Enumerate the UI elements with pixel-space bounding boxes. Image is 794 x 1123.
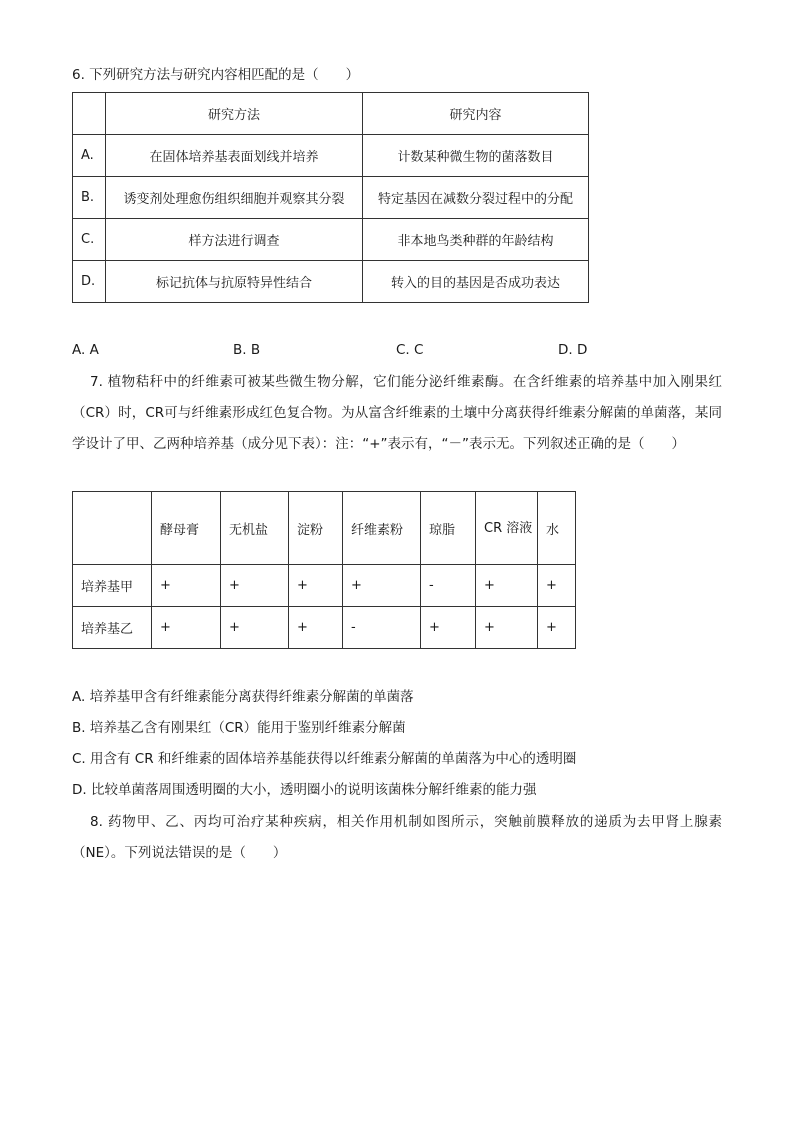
table-cell: 样方法进行调查 [106,219,363,261]
table-cell: - [421,565,476,607]
table-cell: 培养基甲 [73,565,152,607]
table-cell: + [221,607,289,649]
table-row [73,565,576,607]
table-cell: B. [73,177,106,219]
table-cell [73,492,152,565]
option-b[interactable]: B. B [233,342,261,358]
option-c[interactable]: C. C [396,342,424,358]
q7-stem: 7. 植物秸秆中的纤维素可被某些微生物分解，它们能分泌纤维素酶。在含纤维素的培养基中加入刚果红（CR）时，CR可与纤维素形成红色复合物。为从富含纤维素的土壤中分离获得纤维素分解菌的单菌落，某同学设计了甲、乙两种培养基（成分见下表）：注：“+”表示有，“－”表示无。下列叙述正确的是（ ） [72,374,722,452]
table-row [73,135,589,177]
table-cell: 计数某种微生物的菌落数目 [363,135,589,177]
table-cell: 转入的目的基因是否成功表达 [363,261,589,303]
table-cell: D. [73,261,106,303]
table-cell: + [538,607,576,649]
q6-stem: 6. 下列研究方法与研究内容相匹配的是（ ） [72,67,360,83]
q6-options [72,342,672,360]
q7-option-a[interactable]: A. 培养基甲含有纤维素能分离获得纤维素分解菌的单菌落 [72,689,414,705]
table-cell: + [538,565,576,607]
option-d[interactable]: D. D [558,342,588,358]
table-cell: 诱变剂处理愈伤组织细胞并观察其分裂 [106,177,363,219]
table-header-cell: 研究方法 [106,93,363,135]
table-header-cell: 纤维素粉 [343,492,421,565]
table-cell: 特定基因在减数分裂过程中的分配 [363,177,589,219]
table-cell: 非本地鸟类种群的年龄结构 [363,219,589,261]
table-row [73,177,589,219]
q6-table [72,92,589,303]
q7-option-d[interactable]: D. 比较单菌落周围透明圈的大小，透明圈小的说明该菌株分解纤维素的能力强 [72,782,537,798]
table-cell: 培养基乙 [73,607,152,649]
table-header-cell: 淀粉 [289,492,343,565]
table-header-cell: 无机盐 [221,492,289,565]
table-cell [73,93,106,135]
table-cell: + [476,565,538,607]
table-cell: + [152,565,221,607]
table-header-cell: CR 溶液 [476,492,538,565]
table-cell: + [221,565,289,607]
table-header-row [73,93,589,135]
table-cell: + [476,607,538,649]
table-cell: C. [73,219,106,261]
table-cell: 标记抗体与抗原特异性结合 [106,261,363,303]
table-cell: + [289,607,343,649]
table-header-cell: 琼脂 [421,492,476,565]
table-header-cell: 水 [538,492,576,565]
q7-option-b[interactable]: B. 培养基乙含有刚果红（CR）能用于鉴别纤维素分解菌 [72,720,406,736]
q7-option-c[interactable]: C. 用含有 CR 和纤维素的固体培养基能获得以纤维素分解菌的单菌落为中心的透明圈 [72,751,577,767]
option-a[interactable]: A. A [72,342,99,358]
table-header-row [73,492,576,565]
table-row [73,607,576,649]
table-row [73,261,589,303]
table-cell: + [152,607,221,649]
table-header-cell: 研究内容 [363,93,589,135]
table-header-cell: 酵母膏 [152,492,221,565]
q7-table [72,491,576,649]
table-cell: + [289,565,343,607]
q8-stem: 8. 药物甲、乙、丙均可治疗某种疾病，相关作用机制如图所示，突触前膜释放的递质为去甲肾上腺素（NE）。下列说法错误的是（ ） [72,814,722,861]
table-cell: A. [73,135,106,177]
table-cell: - [343,607,421,649]
table-cell: + [421,607,476,649]
table-row [73,219,589,261]
table-cell: + [343,565,421,607]
table-cell: 在固体培养基表面划线并培养 [106,135,363,177]
